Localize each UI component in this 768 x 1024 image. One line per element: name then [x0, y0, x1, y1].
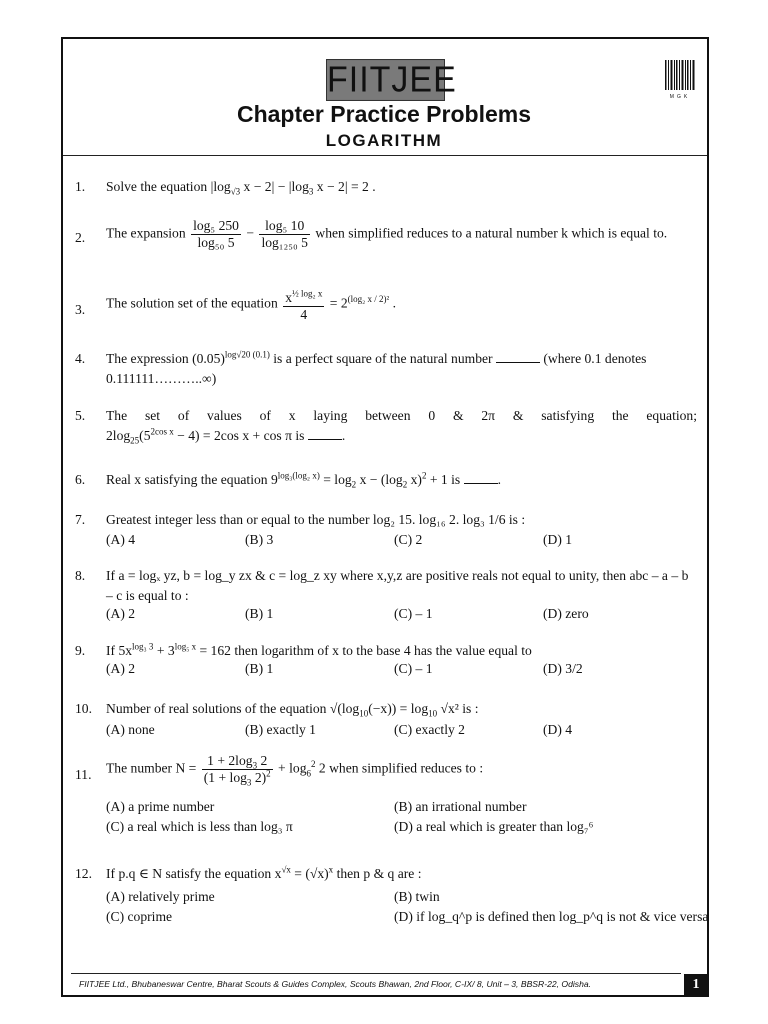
question-11: 11. The number N = $\frac{1 + 2\log_3 2}{(1 + \log_3 2)^2}$ + $\log_6^2 2$ when simplified reduces to :	[75, 753, 484, 788]
question-number: 11.	[75, 767, 92, 782]
answer-blank	[308, 427, 342, 440]
question-text: Real x satisfying the equation	[106, 472, 268, 487]
answer-blank	[496, 350, 540, 363]
question-text: 0.111111………..∞)	[106, 371, 217, 386]
option-d[interactable]: (D) zero	[543, 606, 589, 621]
question-text: is a perfect square of the natural number	[273, 351, 493, 366]
option-c[interactable]: (C) – 1	[394, 606, 433, 621]
footer-address: FIITJEE Ltd., Bhubaneswar Centre, Bharat Scouts & Guides Complex, Scouts Bhawan, 2nd Floor, C-IX/ 8, Unit – 3, BBSR-22, Odisha.	[79, 979, 592, 989]
question-text: is :	[462, 701, 479, 716]
question-number: 3.	[75, 302, 86, 317]
option-c[interactable]: (C) – 1	[394, 661, 433, 676]
question-text: .	[392, 295, 397, 311]
question-text: when simplified reduces to :	[329, 760, 484, 776]
question-8	[75, 566, 697, 606]
option-a[interactable]: (A) none	[106, 722, 155, 737]
option-d[interactable]: (D) 1	[543, 532, 573, 547]
question-number: 12.	[75, 866, 92, 881]
question-text: is	[451, 472, 461, 487]
question-number: 4.	[75, 351, 86, 366]
option-c[interactable]: (C) a real which is less than log₃ π	[106, 819, 293, 834]
option-c[interactable]: (C) exactly 2	[394, 722, 465, 737]
question-text: Greatest integer less than or equal to the number log₂ 15. log₁₆ 2. log₃ 1/6 is :	[106, 512, 526, 527]
page-subtitle: LOGARITHM	[325, 131, 443, 150]
question-text: If a = logₓ yz, b = log_y zx & c = log_z xy where x,y,z are positive reals not equal to unity, then abc – a – b	[106, 568, 689, 583]
question-number: 2.	[75, 230, 86, 245]
option-b[interactable]: (B) twin	[394, 889, 440, 904]
question-number: 9.	[75, 643, 86, 658]
option-a[interactable]: (A) 4	[106, 532, 136, 547]
option-c[interactable]: (C) 2	[394, 532, 423, 547]
fraction: $\frac{1 + 2\log_3 2}{(1 + \log_3 2)^2}$	[203, 753, 271, 788]
question-text: then logarithm of x to the base 4 has the value equal to	[234, 643, 532, 658]
answer-blank	[464, 471, 498, 484]
question-text: The number	[106, 760, 173, 776]
question-4: 4. The expression $(0.05)^{log√20 (0.1)}$ is a perfect square of the natural number (where 0.1 denotes 0.111111………..∞)	[75, 349, 647, 386]
option-d[interactable]: (D) 4	[543, 722, 573, 737]
question-text: when simplified reduces to a natural number k which is equal to.	[315, 225, 668, 241]
fraction: $\frac{\text{log₅ 250}}{\text{log₅₀ 5}}$	[193, 218, 239, 250]
equation: $|\log_{√3}$ $x - 2| - |\log_3$ x − 2|	[210, 179, 348, 197]
question-3: 3. The solution set of the equation $\frac{x^{\frac{1}{2} log_2 x}}{4}$ = $2^{(log_2 x / 2)^2}$ .	[75, 286, 697, 323]
question-12: 12. If p.q ∈ N satisfy the equation $x^{√x} = (√x)^x$ then p & q are :	[75, 864, 697, 884]
option-b[interactable]: (B) an irrational number	[394, 799, 527, 814]
question-text: Solve the equation	[106, 179, 208, 194]
question-number: 10.	[75, 701, 92, 716]
question-text: The solution set of the equation	[106, 295, 278, 311]
question-text: (where 0.1 denotes	[543, 351, 647, 366]
question-number: 6.	[75, 472, 86, 487]
question-text: Number of real solutions of the equation	[106, 701, 327, 716]
question-6: 6. Real x satisfying the equation $9^{log_3(log_2 x)} = \log_2 x - (\log_2$ x)$^2$ + 1 is .	[75, 470, 502, 490]
barcode-code: MGK	[669, 94, 691, 100]
barcode-icon	[664, 60, 696, 94]
question-text: then p & q are :	[336, 866, 422, 881]
question-text: = 2 .	[350, 179, 376, 194]
option-a[interactable]: (A) 2	[106, 661, 136, 676]
question-text: The set of values of x laying between 0 & 2π & satisfying the equation;	[106, 408, 697, 423]
question-text: The expression	[106, 351, 189, 366]
fiitjee-logo: FIITJEE	[327, 60, 457, 100]
question-10: 10. Number of real solutions of the equation $√(\log_{10}(-x)) = \log_{10} √x^2$ is :	[75, 701, 479, 719]
question-number: 1.	[75, 179, 86, 194]
question-7	[75, 510, 697, 530]
header-rule	[63, 155, 707, 156]
option-a[interactable]: (A) relatively prime	[106, 889, 215, 904]
page-title: Chapter Practice Problems	[236, 101, 531, 127]
option-c[interactable]: (C) coprime	[106, 909, 173, 924]
option-d[interactable]: (D) 3/2	[543, 661, 583, 676]
footer-rule	[71, 973, 681, 974]
option-b[interactable]: (B) 3	[245, 532, 274, 547]
question-text: – c is equal to :	[106, 588, 189, 603]
question-number: 7.	[75, 512, 86, 527]
fraction: $\frac{x^{\frac{1}{2} log_2 x}}{4}$	[283, 286, 324, 323]
option-a[interactable]: (A) 2	[106, 606, 136, 621]
question-5: 5. The set of values of x laying between 0 & 2π & satisfying the equation; $2\log_{25}(5^{2cos x} - 4) = 2\cos$ x + cos π is .	[75, 408, 697, 446]
page-number: 1	[684, 974, 708, 995]
option-d[interactable]: (D) if log_q^p is defined then log_p^q is not & vice versa	[394, 909, 709, 924]
question-1	[75, 177, 697, 197]
option-b[interactable]: (B) exactly 1	[245, 722, 316, 737]
question-text: is	[295, 428, 305, 443]
question-number: 5.	[75, 408, 86, 423]
option-b[interactable]: (B) 1	[245, 606, 274, 621]
question-text: The expansion	[106, 225, 186, 241]
option-d[interactable]: (D) a real which is greater than log₇⁶	[394, 819, 594, 834]
question-number: 8.	[75, 568, 86, 583]
option-b[interactable]: (B) 1	[245, 661, 274, 676]
option-a[interactable]: (A) a prime number	[106, 799, 215, 814]
question-9: 9. If $5x^{log_3 3} + 3^{log_5 x} = 162$ then logarithm of x to the base 4 has the value equal to	[75, 641, 697, 661]
question-2: 2. The expansion $\frac{\text{log₅ 250}}{\text{log₅₀ 5}}$ − $\frac{\text{log₅ 10}}{\text{log₁₂₅₀ 5}}$ when simplified reduces to a natural number k which is equal to.	[75, 218, 668, 250]
fraction: $\frac{\text{log₅ 10}}{\text{log₁₂₅₀ 5}}$	[261, 218, 308, 250]
question-text: If p.q ∈ N satisfy the equation	[106, 866, 272, 881]
